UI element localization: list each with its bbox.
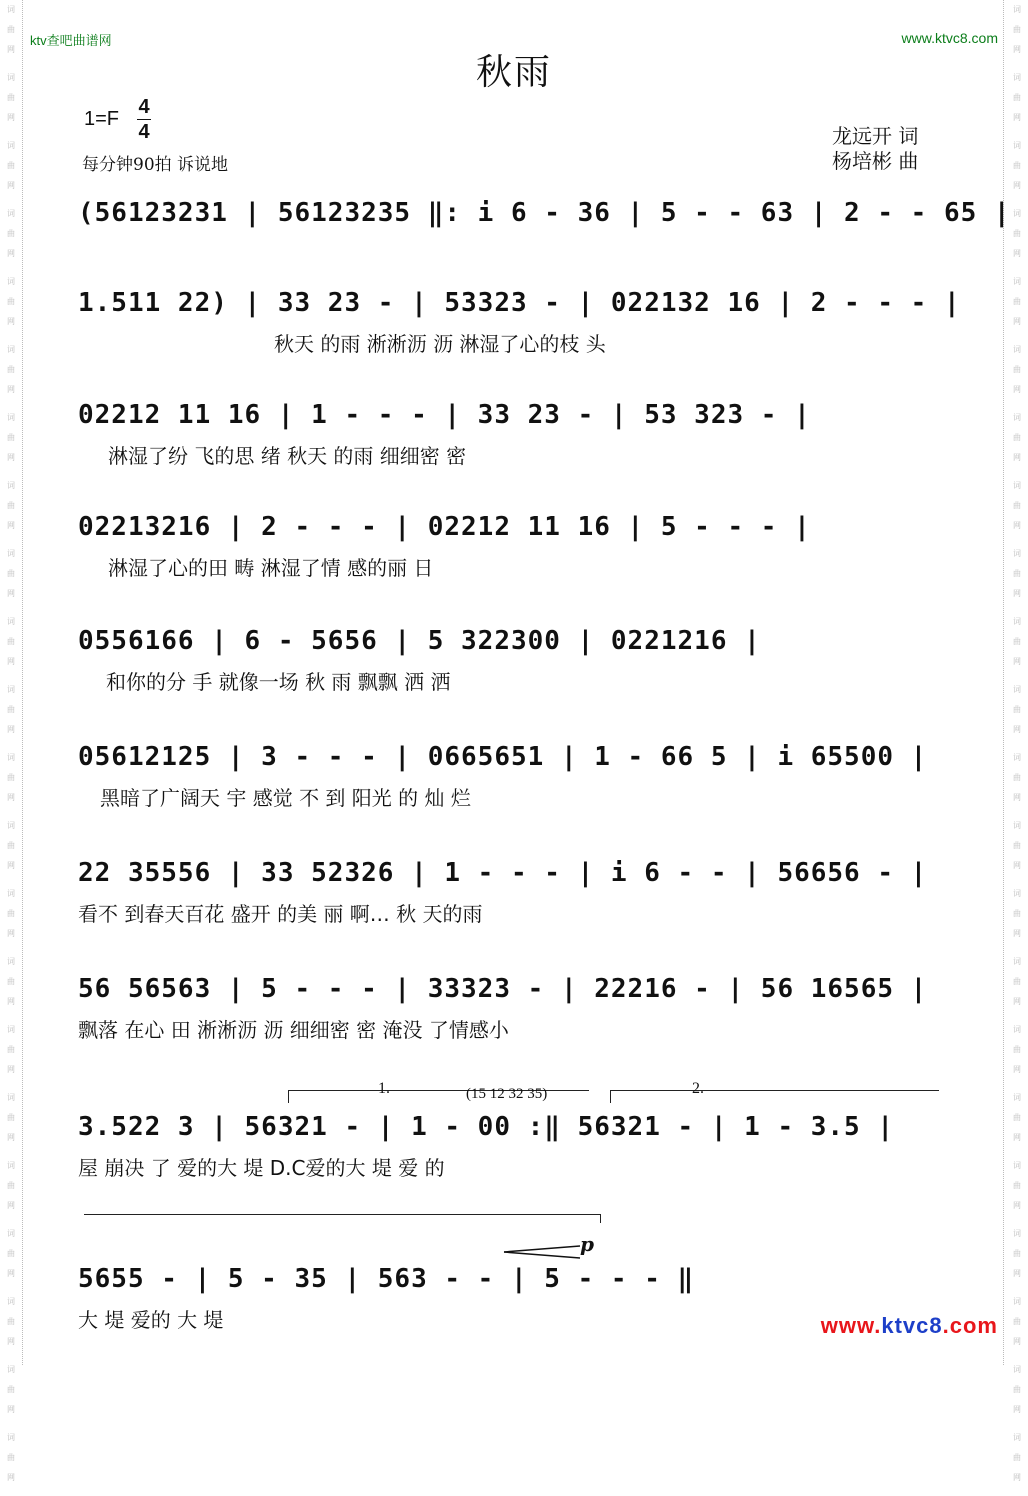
coda-bracket [84,1214,601,1223]
second-ending-bracket [610,1090,939,1103]
time-signature-top: 4 [138,96,150,118]
notation-line: (56123231 | 56123235 ‖: i 6 - 36 | 5 - - 63 | 2 - - 65 | [78,198,1011,228]
watermark-www: www. [820,1313,882,1338]
watermark-ktvc8: ktvc8 [881,1313,943,1338]
right-side-watermark-strip: 词 曲 网 词 曲 网 词 曲 网 词 曲 网 词 曲 网 词 曲 网 词 曲 网 词 曲 网 词 曲 网 词 曲 网 词 曲 网 词 曲 网 词 曲 网 词 曲 网 词 曲 网 词 曲 网 词 曲 网 词 曲 网 词 曲 网 词 曲 网 词 曲 网 词 曲 网 [1013,5,1021,1482]
notation-line: 0556166 | 6 - 5656 | 5 322300 | 0221216 | [78,626,761,656]
left-side-watermark-strip: 词 曲 网 词 曲 网 词 曲 网 词 曲 网 词 曲 网 词 曲 网 词 曲 网 词 曲 网 词 曲 网 词 曲 网 词 曲 网 词 曲 网 词 曲 网 词 曲 网 词 曲 网 词 曲 网 词 曲 网 词 曲 网 词 曲 网 词 曲 网 词 曲 网 词 曲 网 [7,5,15,1482]
notation-line: 02213216 | 2 - - - | 02212 11 16 | 5 - - - | [78,512,811,542]
time-signature-bar [137,119,151,120]
lyrics-line: 秋天 的雨 淅淅沥 沥 淋湿了心的枝 头 [274,332,606,356]
notation-line: 05612125 | 3 - - - | 0665651 | 1 - 66 5 | i 65500 | [78,742,928,772]
lyrics-line: 黑暗了广阔天 宇 感觉 不 到 阳光 的 灿 烂 [100,786,471,810]
notation-line: 3.522 3 | 56321 - | 1 - 00 :‖ 56321 - | 1 - 3.5 | [78,1112,895,1142]
first-ending-label: 1. [378,1080,390,1097]
notation-line: 5655 - | 5 - 35 | 563 - - | 5 - - - ‖ [78,1264,695,1294]
lyrics-line: 和你的分 手 就像一场 秋 雨 飘飘 洒 洒 [106,670,451,694]
notation-line: 22 35556 | 33 52326 | 1 - - - | i 6 - - | 56656 - | [78,858,928,888]
notation-line: 56 56563 | 5 - - - | 33323 - | 22216 - | 56 16565 | [78,974,928,1004]
decrescendo-hairpin [504,1244,584,1258]
notation-line: 1.511 22) | 33 23 - | 53323 - | 022132 16 | 2 - - - | [78,288,961,318]
decrescendo-icon [504,1245,584,1259]
second-ending-label: 2. [692,1080,704,1097]
song-title: 秋雨 [475,52,552,93]
site-url-right[interactable]: www.ktvc8.com [901,30,998,46]
lyrics-line: 屋 崩决 了 爱的大 堤 D.C爱的大 堤 爱 的 [78,1156,445,1180]
lyrics-line: 看不 到春天百花 盛开 的美 丽 啊… 秋 天的雨 [78,902,483,926]
key-signature: 1=F [84,108,120,130]
time-signature [135,96,153,143]
lyrics-line: 大 堤 爱的 大 堤 [78,1308,224,1332]
notation-line: 02212 11 16 | 1 - - - | 33 23 - | 53 323 - | [78,400,811,430]
watermark-com: .com [942,1313,998,1338]
lyrics-line: 飘落 在心 田 淅淅沥 沥 细细密 密 淹没 了情感小 [78,1018,509,1042]
dynamic-piano-mark: p [580,1232,594,1256]
lyrics-line: 淋湿了纷 飞的思 绪 秋天 的雨 细细密 密 [108,444,467,468]
tempo-marking: 每分钟90拍 诉说地 [82,155,229,175]
composer-credit: 杨培彬 曲 [832,149,919,173]
lyricist-credit: 龙远开 词 [832,124,919,148]
lyrics-line: 淋湿了心的田 畴 淋湿了情 感的丽 日 [108,556,434,580]
site-watermark-logo[interactable] [821,1313,998,1339]
first-ending-note: (15 12 32 35) [466,1086,548,1102]
time-signature-bottom: 4 [138,121,150,143]
site-name-left[interactable]: ktv查吧曲谱网 [30,33,112,48]
